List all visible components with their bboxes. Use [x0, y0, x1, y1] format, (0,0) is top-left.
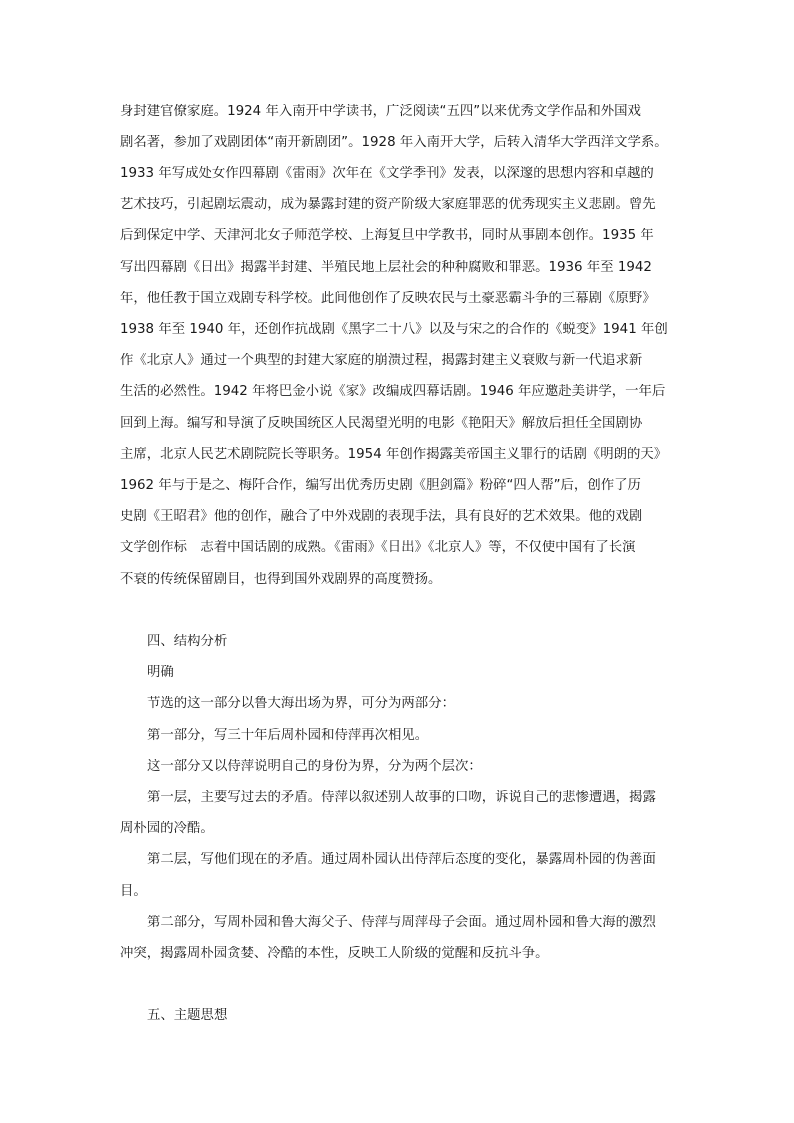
bio-line: 身封建官僚家庭。1924 年入南开中学读书，广泛阅读“五四”以来优秀文学作品和外国戏 [120, 104, 641, 119]
bio-line: 史剧《王昭君》他的创作，融合了中外戏剧的表现手法，具有良好的艺术效果。他的戏剧 [120, 509, 643, 524]
bio-line: 作《北京人》通过一个典型的封建大家庭的崩溃过程，揭露封建主义衰败与新一代追求新 [120, 353, 643, 368]
bio-line: 1938 年至 1940 年，还创作抗战剧《黑字二十八》以及与宋之的合作的《蜕变》1941 年创 [120, 322, 668, 337]
bio-line: 艺术技巧，引起剧坛震动，成为暴露封建的资产阶级大家庭罪恶的优秀现实主义悲剧。曾先 [120, 197, 656, 212]
paragraph-line: 第一部分，写三十年后周朴园和侍萍再次相见。 [147, 728, 429, 743]
section-heading-structure: 四、结构分析 [147, 634, 228, 649]
paragraph-line: 冲突，揭露周朴园贪婪、冷酷的本性，反映工人阶级的觉醒和反抗斗争。 [120, 946, 549, 961]
bio-line: 文学创作标 志着中国话剧的成熟。《雷雨》《日出》《北京人》等，不仅使中国有了长演 [120, 540, 636, 555]
paragraph-line: 周朴园的冷酷。 [120, 821, 214, 836]
bio-line: 主席，北京人民艺术剧院院长等职务。1954 年创作揭露美帝国主义罪行的话剧《明朗的天》 [120, 447, 668, 462]
paragraph-line: 节选的这一部分以鲁大海出场为界，可分为两部分： [147, 696, 455, 711]
paragraph-line: 第二层，写他们现在的矛盾。通过周朴园认出侍萍后态度的变化，暴露周朴园的伪善面 [147, 852, 656, 867]
bio-line: 1933 年写成处女作四幕剧《雷雨》次年在《文学季刊》发表，以深邃的思想内容和卓越的 [120, 166, 654, 181]
section-heading-theme: 五、主题思想 [147, 1008, 228, 1023]
bio-line: 不衰的传统保留剧目，也得到国外戏剧界的高度赞扬。 [120, 572, 442, 587]
bio-line: 写出四幕剧《日出》揭露半封建、半殖民地上层社会的种种腐败和罪恶。1936 年至 1942 [120, 260, 652, 275]
bio-line: 回到上海。编写和导演了反映国统区人民渴望光明的电影《艳阳天》解放后担任全国剧协 [120, 416, 643, 431]
paragraph-line: 第一层，主要写过去的矛盾。侍萍以叙述别人故事的口吻，诉说自己的悲惨遭遇，揭露 [147, 790, 656, 805]
bio-line: 年，他任教于国立戏剧专科学校。此间他创作了反映农民与土豪恶霸斗争的三幕剧《原野》 [120, 291, 656, 306]
bio-line: 1962 年与于是之、梅阡合作，编写出优秀历史剧《胆剑篇》粉碎“四人帮”后，创作了历 [120, 478, 641, 493]
bio-line: 后到保定中学、天津河北女子师范学校、上海复旦中学教书，同时从事剧本创作。1935 年 [120, 228, 654, 243]
bio-line: 剧名著，参加了戏剧团体“南开新剧团”。1928 年入南开大学，后转入清华大学西洋文学系。 [120, 135, 668, 150]
paragraph-line: 明确 [147, 665, 174, 680]
paragraph-line: 目。 [120, 884, 147, 899]
paragraph-line: 第二部分，写周朴园和鲁大海父子、侍萍与周萍母子会面。通过周朴园和鲁大海的激烈 [147, 915, 656, 930]
bio-line: 生活的必然性。1942 年将巴金小说《家》改编成四幕话剧。1946 年应邀赴美讲学，一年后 [120, 384, 666, 399]
paragraph-line: 这一部分又以侍萍说明自己的身份为界，分为两个层次： [147, 759, 482, 774]
